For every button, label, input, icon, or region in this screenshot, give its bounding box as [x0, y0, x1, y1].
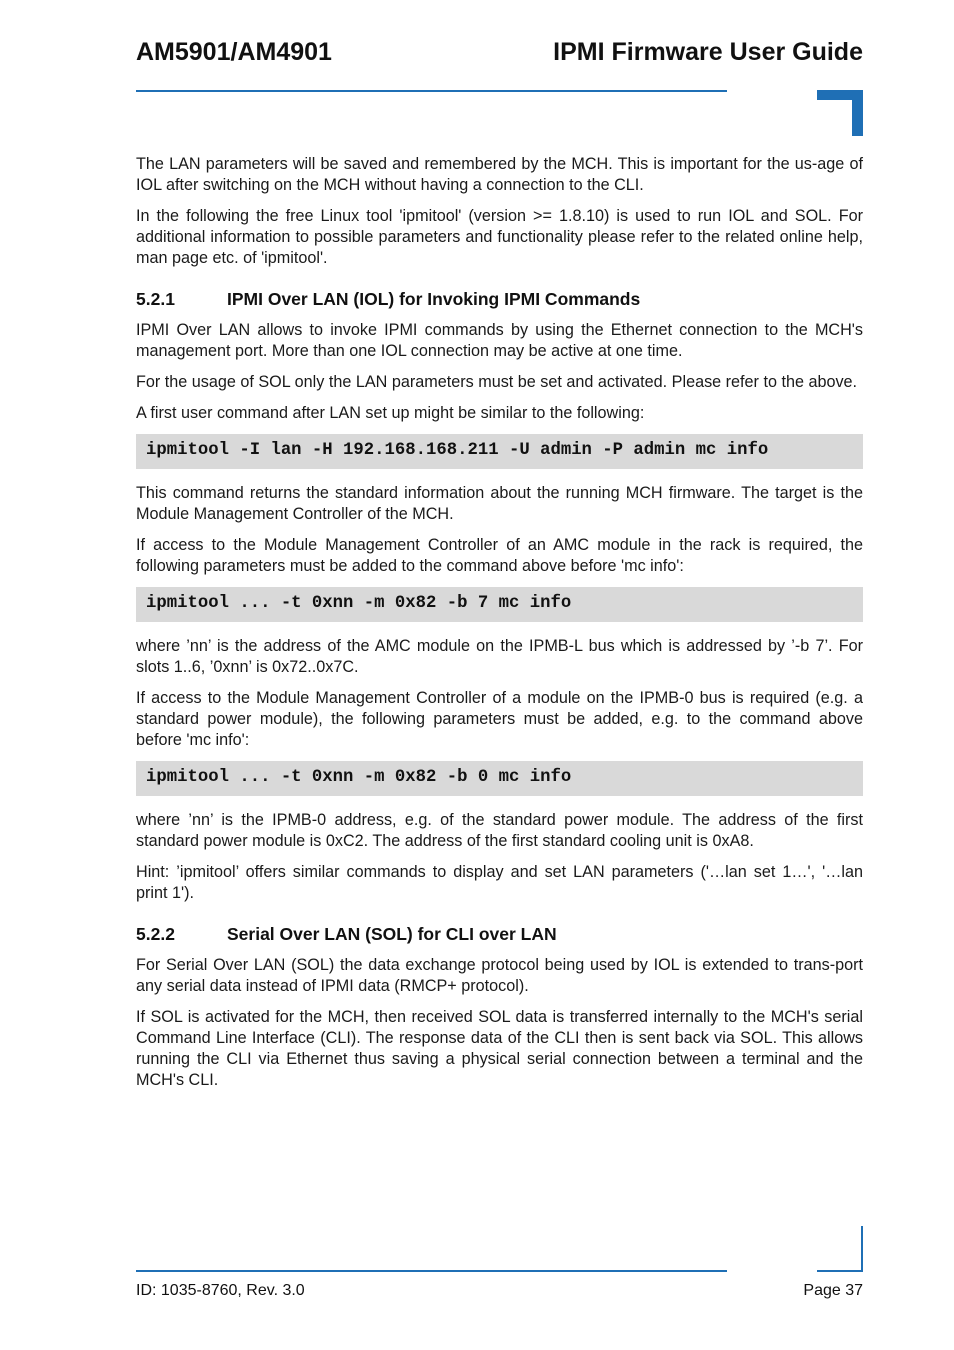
intro-paragraph-1: The LAN parameters will be saved and remembered by the MCH. This is important for the us-age of IOL after switching on the MCH without having a connection to the CLI. — [136, 155, 863, 194]
paragraph: For the usage of SOL only the LAN parameters must be set and activated. Please refer to the above. — [136, 373, 858, 391]
header-title: IPMI Firmware User Guide — [553, 38, 863, 66]
intro-paragraph-2: In the following the free Linux tool 'ipmitool' (version >= 1.8.10) is used to run IOL and SOL. For additional information to possible parameters and functionality please refer to the related online help, man page etc. of 'ipmitool'. — [136, 207, 863, 267]
section-number: 5.2.1 — [136, 289, 175, 309]
paragraph: IPMI Over LAN allows to invoke IPMI commands by using the Ethernet connection to the MCH's management port. More than one IOL connection may be active at one time. — [136, 321, 863, 360]
page-body — [136, 154, 863, 1101]
code-block-iol-command: ipmitool -I lan -H 192.168.168.211 -U admin -P admin mc info — [136, 434, 863, 469]
header-product: AM5901/AM4901 — [136, 38, 332, 66]
paragraph: where ’nn’ is the address of the AMC module on the IPMB-L bus which is addressed by ’-b 7’. For slots 1..6, ’0xnn’ is 0x72..0x7C. — [136, 637, 863, 676]
paragraph: If SOL is activated for the MCH, then received SOL data is transferred internally to the MCH's serial Command Line Interface (CLI). The response data of the CLI then is sent back via SOL. This allows running the CLI via Ethernet thus saving a physical serial connection between a terminal and the MCH's CLI. — [136, 1008, 863, 1089]
paragraph: For Serial Over LAN (SOL) the data exchange protocol being used by IOL is extended to trans-port any serial data instead of IPMI data (RMCP+ protocol). — [136, 956, 863, 995]
hint-paragraph: Hint: ’ipmitool’ offers similar commands to display and set LAN parameters ('…lan set 1…', '…lan print 1'). — [136, 863, 863, 902]
code-block-ipmb0-command: ipmitool ... -t 0xnn -m 0x82 -b 0 mc info — [136, 761, 863, 796]
footer-doc-id: ID: 1035-8760, Rev. 3.0 — [136, 1282, 305, 1299]
section-heading-5-2-2 — [136, 924, 863, 945]
paragraph: If access to the Module Management Controller of a module on the IPMB-0 bus is required (e.g. a standard power module), the following parameters must be added, e.g. to the command above before 'mc info': — [136, 689, 863, 749]
header-divider — [136, 90, 727, 92]
footer-page-number: Page 37 — [803, 1282, 863, 1299]
paragraph: This command returns the standard information about the running MCH firmware. The target is the Module Management Controller of the MCH. — [136, 484, 863, 523]
code-block-amc-command: ipmitool ... -t 0xnn -m 0x82 -b 7 mc info — [136, 587, 863, 622]
section-title: Serial Over LAN (SOL) for CLI over LAN — [227, 924, 557, 944]
section-title: IPMI Over LAN (IOL) for Invoking IPMI Commands — [227, 289, 641, 309]
section-number: 5.2.2 — [136, 924, 175, 944]
section-heading-5-2-1 — [136, 289, 863, 310]
footer-corner-mark — [817, 1226, 863, 1272]
paragraph: If access to the Module Management Controller of an AMC module in the rack is required, the following parameters must be added to the command above before 'mc info': — [136, 536, 863, 575]
header-corner-mark — [817, 90, 863, 136]
paragraph: where ’nn’ is the IPMB-0 address, e.g. of the standard power module. The address of the first standard power module is 0xC2. The address of the first standard cooling unit is 0xA8. — [136, 811, 863, 850]
footer-divider — [136, 1270, 727, 1272]
paragraph: A first user command after LAN set up might be similar to the following: — [136, 404, 645, 422]
